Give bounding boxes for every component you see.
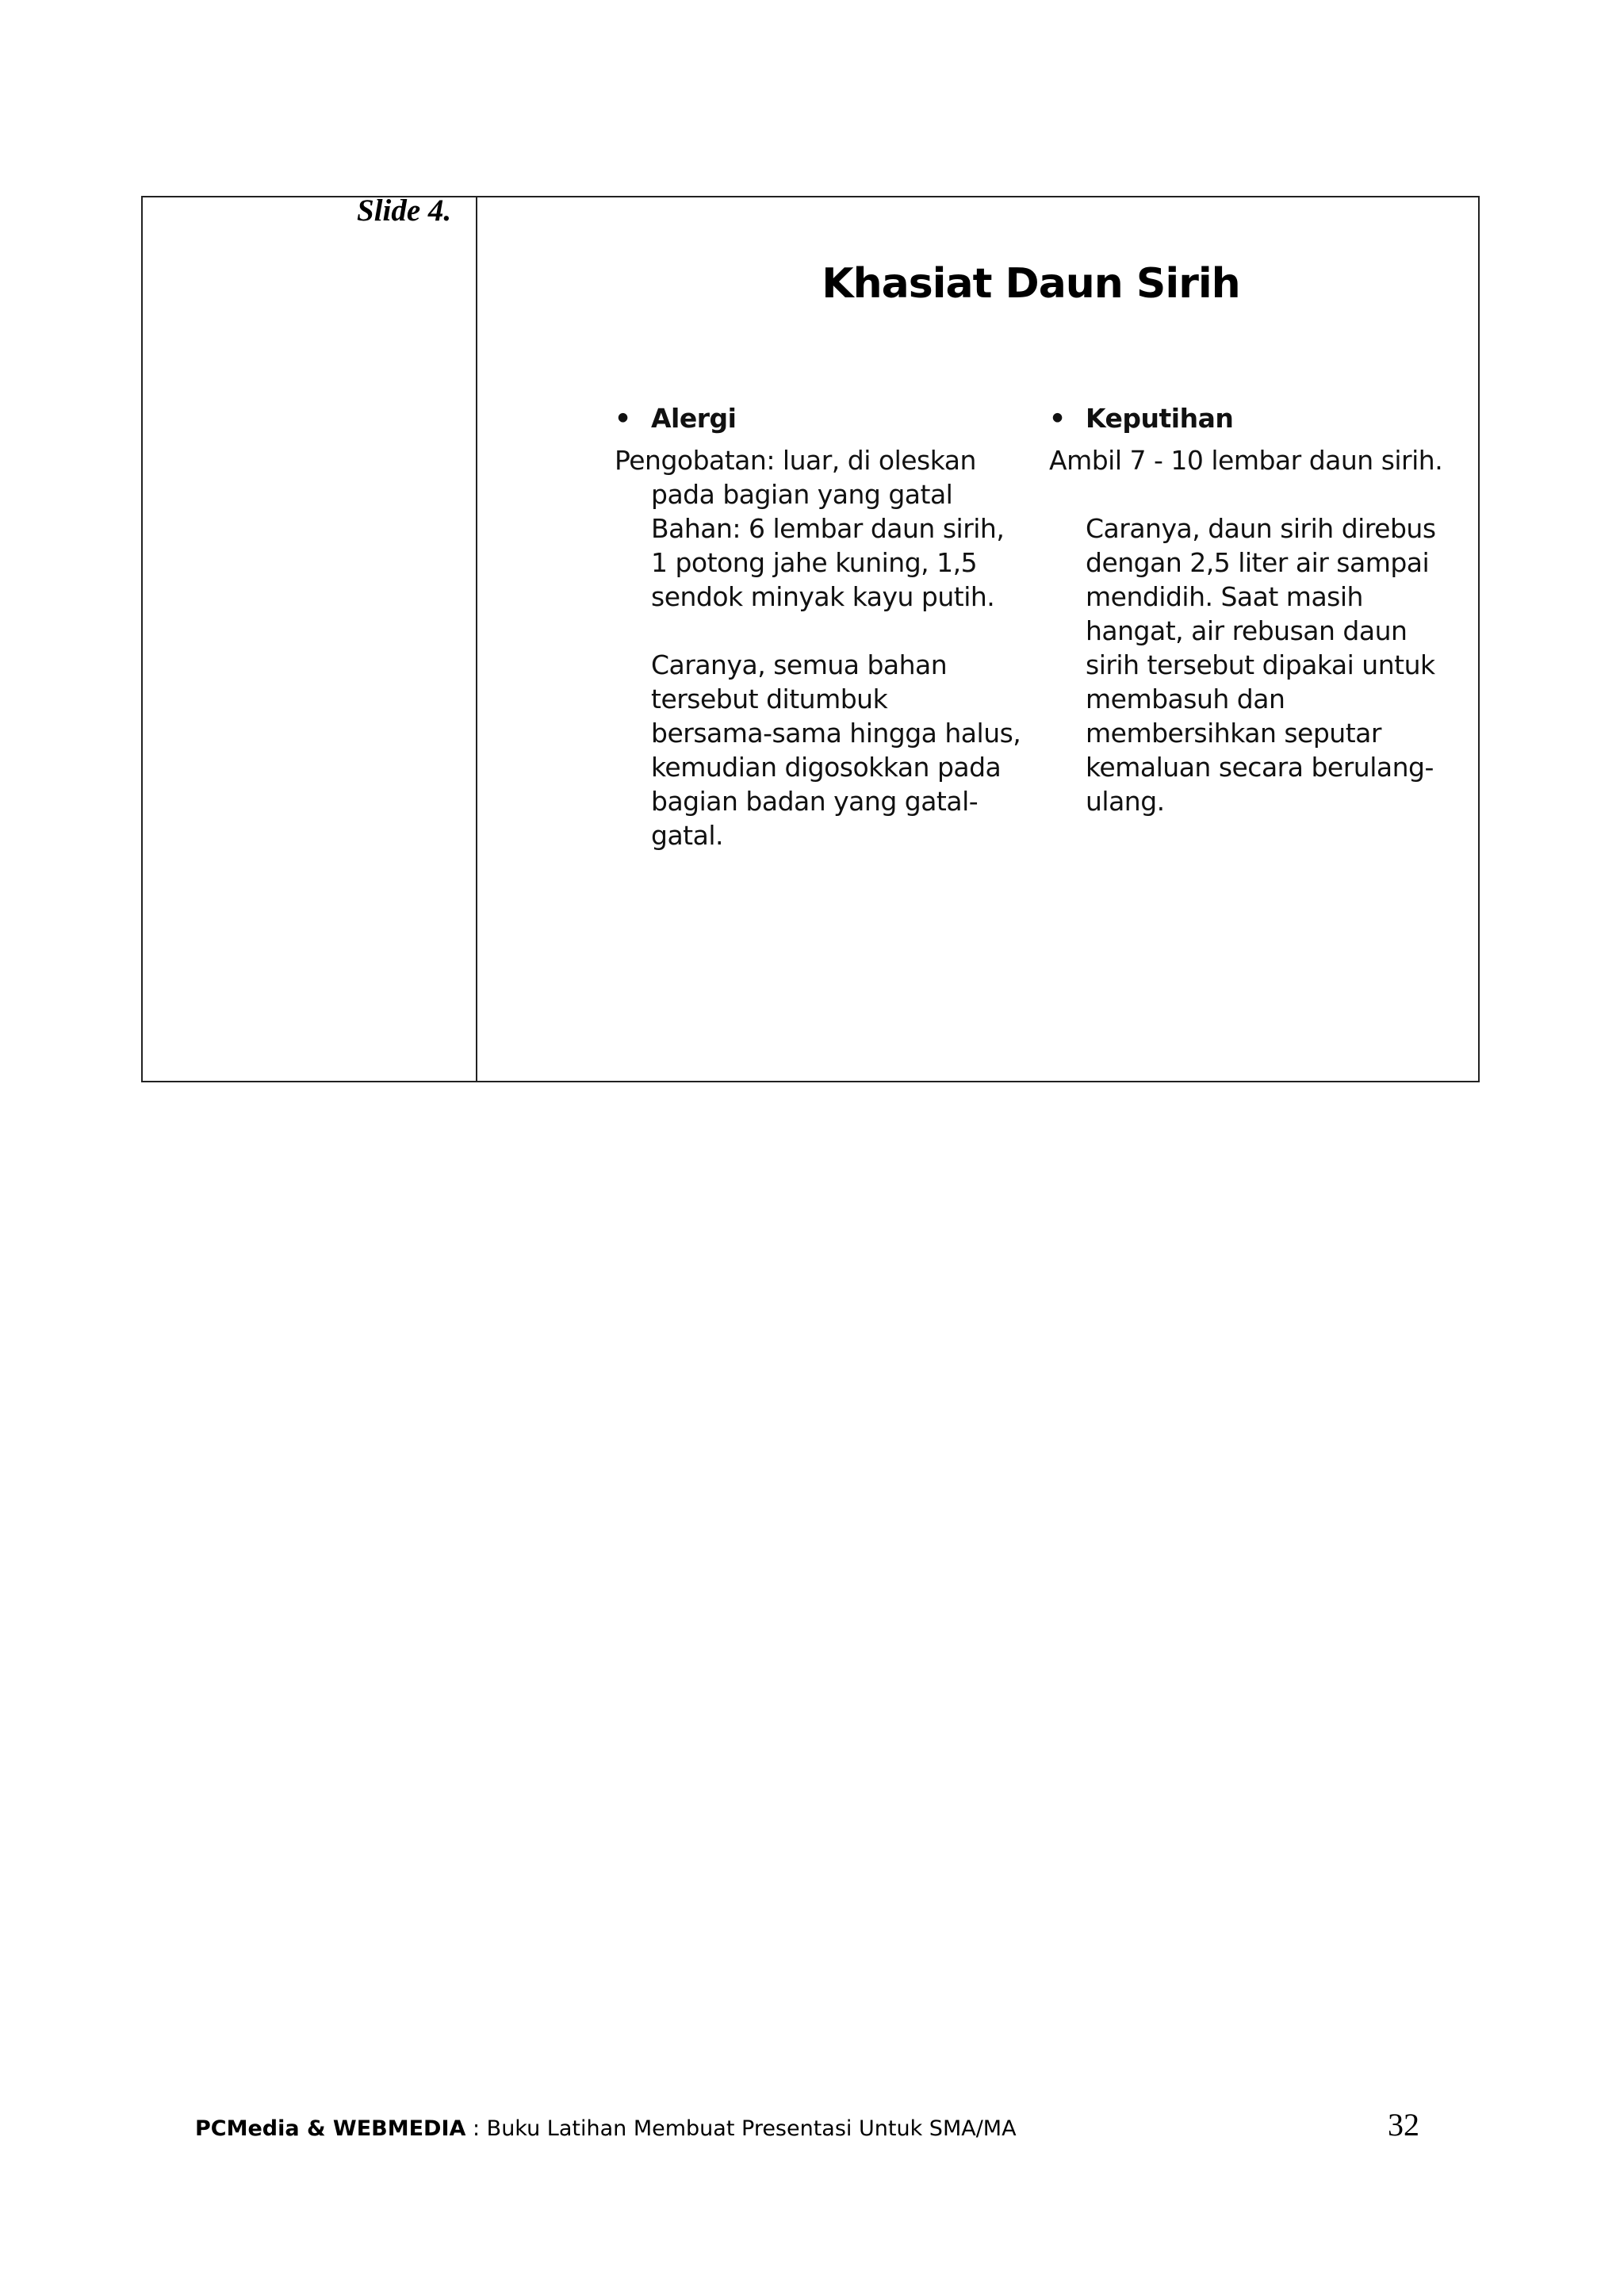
left-column (615, 401, 1043, 852)
text-line: pada bagian yang gatal (651, 479, 953, 510)
text-line: bersama-sama hingga halus, (651, 718, 1021, 749)
spacer (1049, 477, 1461, 511)
text-line: membersihkan seputar (1086, 718, 1381, 749)
text-line: gatal. (651, 820, 723, 851)
page-footer (195, 2116, 1017, 2141)
slide-title: Khasiat Daun Sirih (822, 260, 1240, 308)
text-line: membasuh dan (1086, 684, 1285, 714)
page-number: 32 (1388, 2107, 1419, 2143)
text-line: mendidih. Saat masih (1086, 581, 1363, 612)
bullet-heading-alergi (615, 401, 1043, 435)
text-line: kemaluan secara berulang- (1086, 752, 1434, 783)
text-line: Caranya, semua bahan (651, 649, 948, 680)
heading-label: Alergi (651, 403, 737, 434)
bullet-icon: • (1049, 403, 1066, 434)
text-line: sirih tersebut dipakai untuk (1086, 649, 1435, 680)
bullet-heading-keputihan (1049, 401, 1461, 435)
text-line: bagian badan yang gatal- (651, 786, 979, 817)
text-line: Caranya, daun sirih direbus (1086, 513, 1436, 544)
first-line: Ambil 7 - 10 lembar daun sirih. (1049, 445, 1443, 476)
slide-label: Slide 4. (357, 193, 452, 228)
table-left-cell (143, 197, 477, 1081)
text-line: sendok minyak kayu putih. (651, 581, 995, 612)
text-line: Bahan: 6 lembar daun sirih, (651, 513, 1005, 544)
text-line: tersebut ditumbuk (651, 684, 888, 714)
right-column (1049, 401, 1461, 818)
text-line: kemudian digosokkan pada (651, 752, 1002, 783)
text-line: hangat, air rebusan daun (1086, 615, 1408, 646)
text-line: ulang. (1086, 786, 1165, 817)
footer-brand: PCMedia & WEBMEDIA (195, 2116, 466, 2141)
footer-subtitle: Buku Latihan Membuat Presentasi Untuk SMA/MA (486, 2116, 1017, 2141)
spacer (615, 614, 1043, 648)
heading-label: Keputihan (1086, 403, 1234, 434)
bullet-icon: • (615, 403, 631, 434)
text-line: dengan 2,5 liter air sampai (1086, 547, 1430, 578)
text-line: 1 potong jahe kuning, 1,5 (651, 547, 978, 578)
footer-separator: : (465, 2116, 487, 2141)
first-line: Pengobatan: luar, di oleskan (615, 445, 976, 476)
